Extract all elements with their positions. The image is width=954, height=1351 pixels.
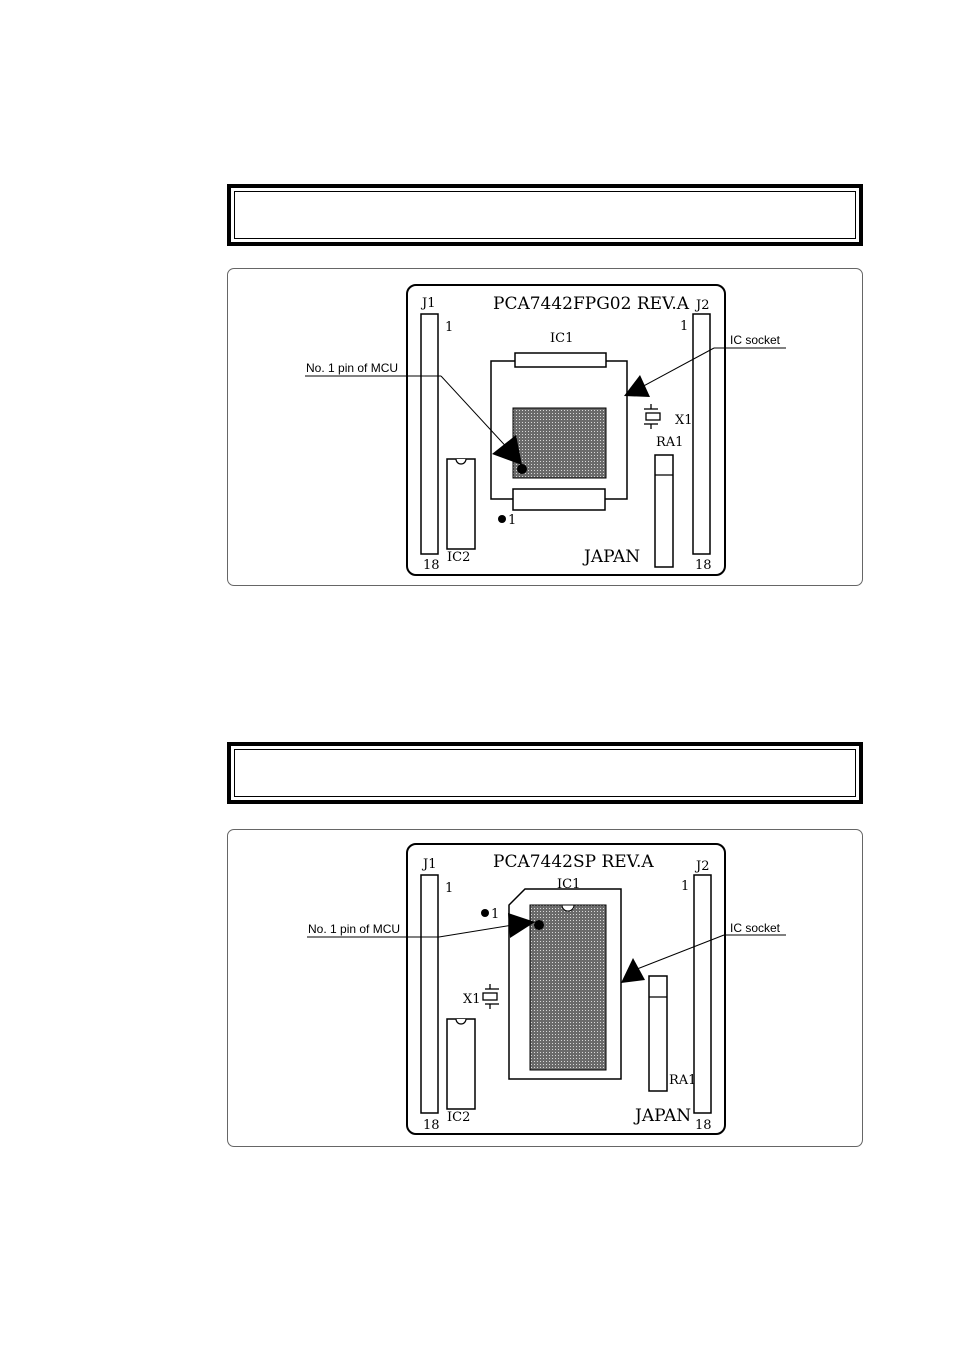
figure-1-title-box [227, 184, 863, 246]
j2-label: J2 [696, 298, 710, 313]
board-name-label: PCA7442SP REV.A [493, 852, 654, 872]
pin1-marker-dot [498, 515, 506, 523]
j2-label: J2 [696, 859, 710, 874]
j1-pin18-label: 18 [423, 558, 440, 573]
mcu-pin-callout: No. 1 pin of MCU [308, 922, 401, 936]
mcu-pin-callout: No. 1 pin of MCU [306, 361, 399, 375]
ic2-chip [447, 1019, 475, 1109]
j1-label: J1 [422, 296, 436, 311]
ic2-notch [456, 1019, 466, 1024]
mcu-chip [530, 905, 606, 1070]
j2-header [693, 314, 710, 554]
ic1-bottom-connector [513, 489, 605, 510]
ra1-resistor-array [649, 976, 667, 1091]
j1-label: J1 [423, 857, 437, 872]
board-name-label: PCA7442FPG02 REV.A [493, 294, 690, 314]
ic2-chip [447, 459, 475, 549]
figure-1-panel [227, 268, 863, 586]
ic2-label: IC2 [447, 1110, 471, 1125]
j1-header [421, 314, 438, 554]
mcu-chip [513, 408, 606, 478]
ra1-resistor-array [655, 455, 673, 567]
pin1-marker-label: 1 [491, 907, 500, 922]
figure-2-title-box [227, 742, 863, 804]
j1-pin18-label: 18 [423, 1118, 440, 1133]
mcu-pin1-dot [517, 464, 527, 474]
j1-pin1-label: 1 [445, 320, 454, 335]
j2-pin18-label: 18 [695, 558, 712, 573]
j2-pin18-label: 18 [695, 1118, 712, 1133]
x1-label: X1 [675, 413, 693, 428]
x1-label: X1 [463, 992, 481, 1007]
figure-1-title-inner-frame [234, 191, 856, 239]
ra1-label: RA1 [669, 1073, 697, 1088]
j2-pin1-label: 1 [680, 319, 689, 334]
ra1-label: RA1 [656, 435, 684, 450]
japan-label: JAPAN [635, 1106, 692, 1126]
mcu-pin1-dot [534, 920, 544, 930]
ic-socket-callout: IC socket [730, 921, 781, 935]
j2-header [694, 875, 711, 1113]
japan-label: JAPAN [584, 547, 641, 567]
figure-1-diagram [228, 269, 864, 587]
pin1-marker-label: 1 [508, 513, 517, 528]
figure-2-diagram [228, 830, 864, 1148]
ic1-label: IC1 [550, 331, 574, 346]
pin1-marker-dot [481, 909, 489, 917]
figure-2-panel [227, 829, 863, 1147]
j2-pin1-label: 1 [681, 879, 690, 894]
ic2-label: IC2 [447, 550, 471, 565]
ic1-top-connector [515, 353, 606, 367]
ic1-label: IC1 [557, 877, 581, 892]
j1-header [421, 875, 438, 1113]
j1-pin1-label: 1 [445, 881, 454, 896]
ic-socket-callout: IC socket [730, 333, 781, 347]
ic2-notch [456, 459, 466, 464]
figure-2-title-inner-frame [234, 749, 856, 797]
